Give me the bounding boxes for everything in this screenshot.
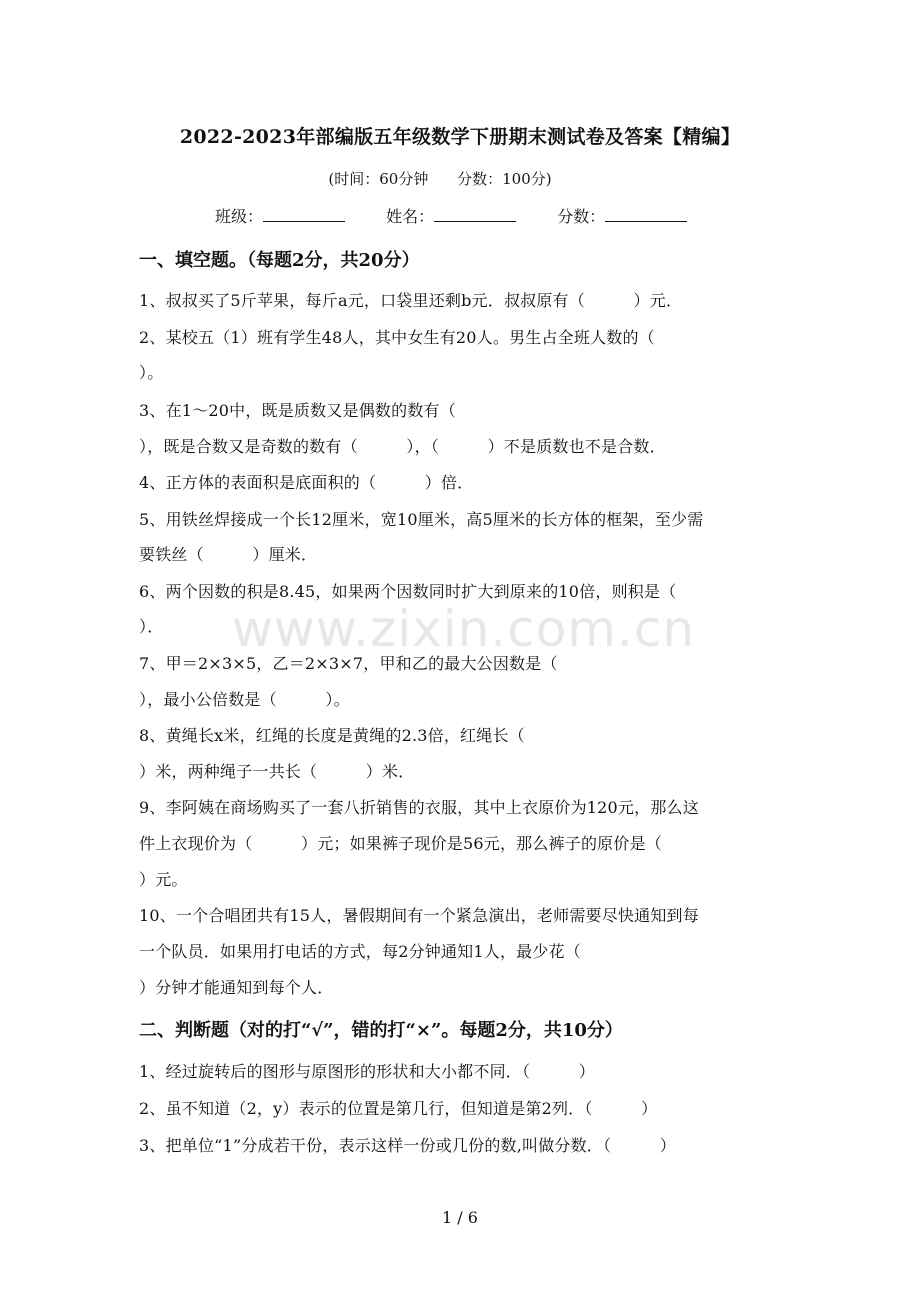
watermark: www.zixin.com.cn: [232, 600, 696, 658]
question-line: 5、用铁丝焊接成一个长12厘米，宽10厘米，高5厘米的长方体的框架，至少需: [139, 510, 704, 529]
page-title: 2022-2023年部编版五年级数学下册期末测试卷及答案【精编】: [179, 126, 741, 148]
class-field[interactable]: [215, 204, 345, 227]
question-line: 一个队员．如果用打电话的方式，每2分钟通知1人，最少花（: [139, 942, 581, 961]
section-heading-true-false: 二、判断题（对的打“√”，错的打“×”。每题2分，共10分）: [139, 1020, 623, 1041]
question-line: 2、虽不知道（2，y）表示的位置是第几行，但知道是第2列．（ ）: [139, 1099, 658, 1118]
question-line: 件上衣现价为（ ）元；如果裤子现价是56元，那么裤子的原价是（: [139, 834, 662, 853]
score-blank[interactable]: [605, 207, 687, 222]
class-blank[interactable]: [263, 207, 345, 222]
question-line: ）．: [139, 617, 164, 636]
question-line: 要铁丝（ ）厘米．: [139, 545, 318, 564]
question-line: 8、黄绳长x米，红绳的长度是黄绳的2.3倍，红绳长（: [139, 726, 525, 745]
question-line: ）米，两种绳子一共长（ ）米．: [139, 762, 415, 781]
question-line: 1、叔叔买了5斤苹果，每斤a元，口袋里还剩b元．叔叔原有（ ）元．: [139, 291, 683, 310]
total-score-label: 分数：100分): [457, 170, 552, 188]
question-line: ）。: [139, 363, 164, 382]
class-label: 班级：: [215, 207, 264, 226]
question-line: ），最小公倍数是（ ）。: [139, 690, 350, 709]
question-line: ），既是合数又是奇数的数有（ ），（ ）不是质数也不是合数．: [139, 437, 666, 456]
time-label: (时间：60分钟: [328, 170, 429, 188]
exam-subtitle: [0, 168, 880, 189]
question-line: ）元。: [139, 870, 188, 889]
student-info-row: [215, 204, 723, 227]
question-line: 3、把单位“1”分成若干份，表示这样一份或几份的数,叫做分数．（ ）: [139, 1136, 677, 1155]
question-line: 1、经过旋转后的图形与原图形的形状和大小都不同．（ ）: [139, 1062, 595, 1081]
score-field[interactable]: [557, 204, 687, 227]
question-line: 6、两个因数的积是8.45，如果两个因数同时扩大到原来的10倍，则积是（: [139, 582, 677, 601]
question-line: ）分钟才能通知到每个人．: [139, 978, 334, 997]
name-field[interactable]: [386, 204, 516, 227]
section-heading-fill-blank: 一、填空题。（每题2分，共20分）: [139, 250, 420, 271]
question-line: 3、在1～20中，既是质数又是偶数的数有（: [139, 401, 456, 420]
page-number: 1 / 6: [442, 1208, 478, 1227]
question-line: 2、某校五（1）班有学生48人，其中女生有20人。男生占全班人数的（: [139, 328, 655, 347]
name-label: 姓名：: [386, 207, 435, 226]
question-line: 9、李阿姨在商场购买了一套八折销售的衣服，其中上衣原价为120元，那么这: [139, 798, 699, 817]
question-line: 10、一个合唱团共有15人，暑假期间有一个紧急演出，老师需要尽快通知到每: [139, 906, 699, 925]
score-label: 分数：: [557, 207, 606, 226]
question-line: 7、甲＝2×3×5，乙＝2×3×7，甲和乙的最大公因数是（: [139, 654, 558, 673]
question-line: 4、正方体的表面积是底面积的（ ）倍．: [139, 473, 474, 492]
name-blank[interactable]: [434, 207, 516, 222]
